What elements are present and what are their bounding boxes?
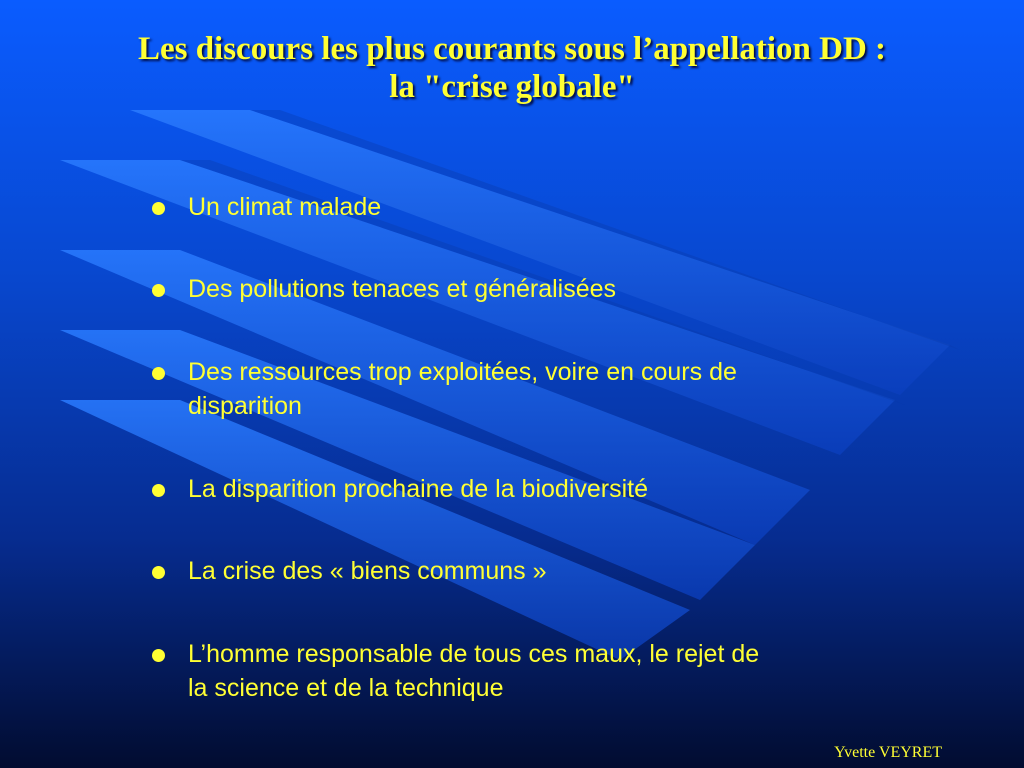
bullet-item — [148, 637, 928, 705]
bullet-item — [148, 554, 928, 588]
bullet-text-line: Un climat malade — [188, 193, 382, 221]
bullet-dot-icon — [152, 566, 165, 579]
author-footer: Yvette VEYRET — [834, 744, 942, 761]
bullet-text-line: La disparition prochaine de la biodiversité — [188, 475, 649, 503]
bullet-text-line: Des ressources trop exploitées, voire en cours de — [188, 358, 737, 386]
bullet-item — [148, 272, 928, 306]
bullet-text-line: disparition — [188, 392, 302, 420]
bullet-dot-icon — [152, 649, 165, 662]
bullet-dot-icon — [152, 202, 165, 215]
bullet-text-line: Des pollutions tenaces et généralisées — [188, 275, 617, 303]
bullet-item — [148, 355, 928, 423]
title-line-1: Les discours les plus courants sous l’appellation DD : — [137, 31, 887, 67]
stripe-1 — [130, 110, 950, 395]
bullet-item — [148, 190, 928, 224]
bullet-dot-icon — [152, 284, 165, 297]
title-line-2: la "crise globale" — [389, 69, 635, 105]
slide-title — [20, 30, 1004, 106]
bullet-text-line: L’homme responsable de tous ces maux, le rejet de — [188, 640, 760, 668]
bullet-text-line: La crise des « biens communs » — [188, 557, 547, 585]
bullet-dot-icon — [152, 484, 165, 497]
bullet-item — [148, 472, 928, 506]
bullet-text-line: la science et de la technique — [188, 674, 504, 702]
bullet-dot-icon — [152, 367, 165, 380]
